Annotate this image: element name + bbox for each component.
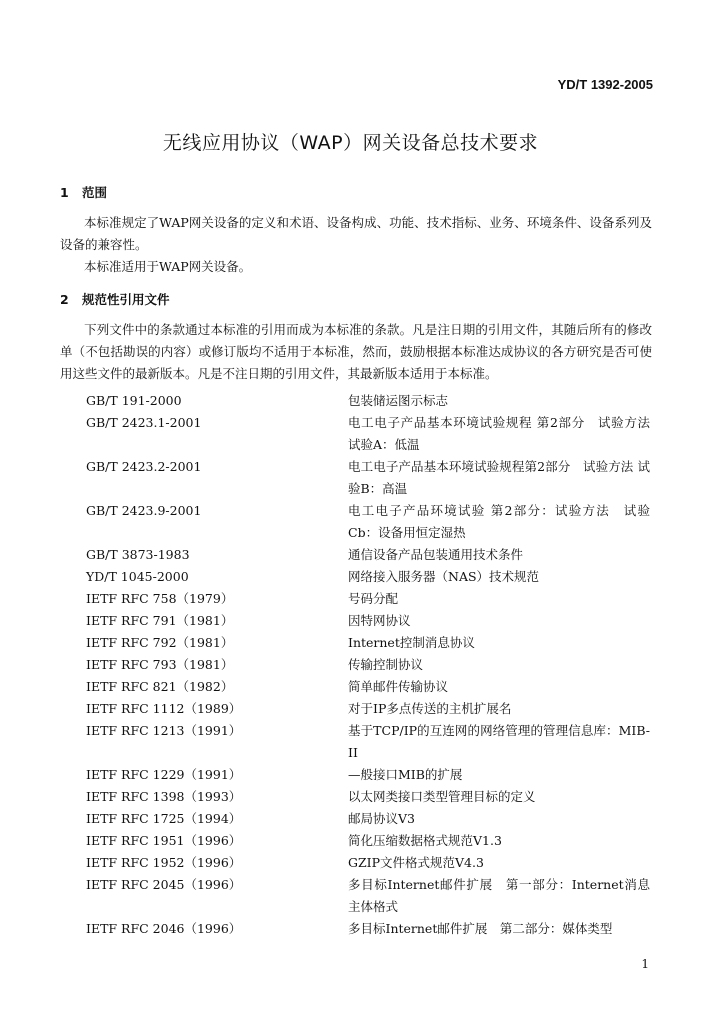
reference-title: 因特网协议 — [348, 613, 411, 628]
reference-item — [0, 720, 701, 764]
section-1-paragraph-2 — [60, 256, 652, 278]
reference-item — [0, 456, 701, 500]
reference-code: IETF RFC 793（1981） — [86, 657, 234, 672]
reference-title: 传输控制协议 — [348, 657, 424, 672]
reference-item — [0, 500, 701, 544]
reference-title: 电工电子产品基本环境试验规程第2部分 试验方法 试验B：高温 — [348, 459, 650, 496]
reference-code: IETF RFC 1213（1991） — [86, 723, 242, 738]
section-number: 2 — [60, 292, 69, 307]
section-number: 1 — [60, 185, 69, 200]
reference-title: 电工电子产品基本环境试验规程 第2部分 试验方法 试验A：低温 — [348, 415, 650, 452]
reference-code: IETF RFC 791（1981） — [86, 613, 234, 628]
reference-code: GB/T 3873-1983 — [86, 547, 190, 562]
reference-code: GB/T 2423.2-2001 — [86, 459, 202, 474]
reference-code: IETF RFC 758（1979） — [86, 591, 234, 606]
reference-item — [0, 698, 701, 720]
section-title: 规范性引用文件 — [82, 292, 170, 307]
reference-item — [0, 390, 701, 412]
reference-code: GB/T 2423.1-2001 — [86, 415, 202, 430]
reference-title: 基于TCP/IP的互连网的网络管理的管理信息库：MIB-II — [348, 723, 650, 760]
reference-code: IETF RFC 2045（1996） — [86, 877, 242, 892]
reference-title: Internet控制消息协议 — [348, 635, 475, 650]
reference-code: IETF RFC 1951（1996） — [86, 833, 242, 848]
reference-item — [0, 808, 701, 830]
reference-list — [0, 390, 701, 940]
page-number: 1 — [641, 957, 649, 971]
paragraph-text: 下列文件中的条款通过本标准的引用而成为本标准的条款。凡是注日期的引用文件，其随后所有的修改单（不包括勘误的内容）或修订版均不适用于本标准，然而，鼓励根据本标准达成协议的各方研究是否可使用这些文件的最新版本。凡是不注日期的引用文件，其最新版本适用于本标准。 — [60, 322, 652, 381]
reference-code: GB/T 191-2000 — [86, 393, 182, 408]
reference-title: 包装储运图示标志 — [348, 393, 449, 408]
reference-code: IETF RFC 2046（1996） — [86, 921, 242, 936]
reference-title: 通信设备产品包装通用技术条件 — [348, 547, 524, 562]
paragraph-text: 本标准适用于WAP网关设备。 — [84, 259, 252, 274]
reference-item — [0, 588, 701, 610]
reference-title: 对于IP多点传送的主机扩展名 — [348, 701, 512, 716]
reference-title: 以太网类接口类型管理目标的定义 — [348, 789, 536, 804]
reference-item — [0, 610, 701, 632]
reference-title: 网络接入服务器（NAS）技术规范 — [348, 569, 540, 584]
reference-title: —般接口MIB的扩展 — [348, 767, 463, 782]
reference-item — [0, 764, 701, 786]
reference-code: IETF RFC 792（1981） — [86, 635, 234, 650]
reference-item — [0, 654, 701, 676]
section-title: 范围 — [82, 185, 108, 200]
document-code: YD/T 1392-2005 — [557, 77, 653, 92]
section-2-paragraph — [60, 319, 652, 385]
paragraph-text: 本标准规定了WAP网关设备的定义和术语、设备构成、功能、技术指标、业务、环境条件、设备系列及设备的兼容性。 — [60, 215, 652, 252]
reference-title: 邮局协议V3 — [348, 811, 415, 826]
reference-code: YD/T 1045-2000 — [86, 569, 189, 584]
reference-title: 号码分配 — [348, 591, 399, 606]
reference-item — [0, 852, 701, 874]
reference-item — [0, 544, 701, 566]
reference-item — [0, 918, 701, 940]
reference-code: IETF RFC 1398（1993） — [86, 789, 242, 804]
reference-code: IETF RFC 821（1982） — [86, 679, 234, 694]
reference-title: 简化压缩数据格式规范V1.3 — [348, 833, 502, 848]
reference-code: IETF RFC 1229（1991） — [86, 767, 242, 782]
document-title: 无线应用协议（WAP）网关设备总技术要求 — [162, 132, 539, 154]
reference-title: 简单邮件传输协议 — [348, 679, 449, 694]
section-1-paragraph-1 — [60, 212, 652, 256]
reference-code: IETF RFC 1112（1989） — [86, 701, 242, 716]
reference-code: IETF RFC 1952（1996） — [86, 855, 242, 870]
reference-code: GB/T 2423.9-2001 — [86, 503, 202, 518]
reference-title: 多目标Internet邮件扩展 第一部分：Internet消息主体格式 — [348, 877, 650, 914]
reference-title: GZIP文件格式规范V4.3 — [348, 855, 484, 870]
reference-title: 多目标Internet邮件扩展 第二部分：媒体类型 — [348, 921, 613, 936]
section-1-heading — [60, 183, 107, 201]
reference-item — [0, 786, 701, 808]
section-2-heading — [60, 290, 170, 308]
reference-item — [0, 632, 701, 654]
reference-item — [0, 412, 701, 456]
reference-item — [0, 830, 701, 852]
reference-item — [0, 566, 701, 588]
reference-item — [0, 676, 701, 698]
reference-code: IETF RFC 1725（1994） — [86, 811, 242, 826]
reference-title: 电工电子产品环境试验 第2部分：试验方法 试验 Cb：设备用恒定湿热 — [348, 503, 650, 540]
reference-item — [0, 874, 701, 918]
